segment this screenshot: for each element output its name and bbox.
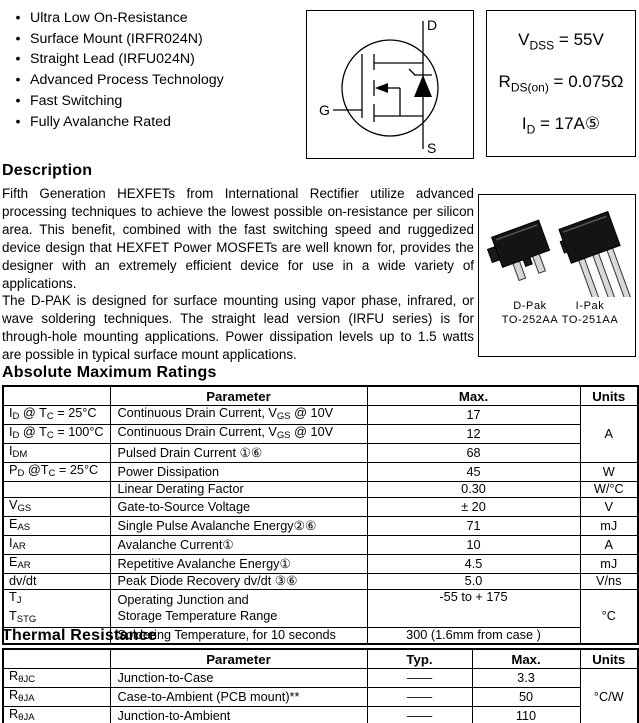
max-cell: -55 to + 175: [367, 590, 580, 628]
description-heading: Description: [2, 162, 93, 179]
dpak-code-label: TO-252AA: [501, 314, 559, 326]
arrowhead-icon: [375, 83, 388, 93]
feature-label: Fully Avalanche Rated: [30, 113, 171, 130]
parameter-cell: Junction-to-Ambient: [110, 707, 367, 723]
ipak-drawing: [556, 212, 635, 297]
max-cell: 110: [472, 707, 580, 723]
table-row: [3, 463, 638, 482]
units-cell: A: [580, 536, 638, 555]
max-cell: 17: [367, 406, 580, 425]
symbol-cell: [3, 590, 110, 628]
max-cell: 12: [367, 425, 580, 444]
feature-label: Fast Switching: [30, 92, 123, 109]
ipak-code-label: TO-251AA: [561, 314, 619, 326]
parameter-cell: Avalanche Current①: [110, 536, 367, 555]
bullet-icon: •: [15, 10, 21, 26]
max-header: Max.: [472, 649, 580, 669]
parameter-cell: Power Dissipation: [110, 463, 367, 482]
max-cell: 300 (1.6mm from case ): [367, 628, 580, 645]
symbol-cell: $I_D$ @ $T_C = 100^\circ C$: [3, 425, 110, 444]
dpak-drawing: [484, 220, 556, 287]
parameter-cell: Repetitive Avalanche Energy①: [110, 555, 367, 574]
parameter-cell: [110, 590, 367, 628]
units-cell: V: [580, 498, 638, 517]
abs-max-heading: Absolute Maximum Ratings: [2, 364, 217, 381]
typ-cell: ——: [367, 707, 472, 723]
symbol-cell: [3, 482, 110, 498]
max-cell: ± 20: [367, 498, 580, 517]
units-cell: °C/W: [580, 669, 638, 723]
feature-label: Advanced Process Technology: [30, 72, 224, 89]
units-cell: W/°C: [580, 482, 638, 498]
parameter-cell: Continuous Drain Current, $V_{GS}$ @ 10V: [110, 425, 367, 444]
parameter-cell: Peak Diode Recovery dv/dt ③⑥: [110, 574, 367, 590]
max-cell: 4.5: [367, 555, 580, 574]
mosfet-symbol-icon: [307, 11, 473, 158]
tj-symbol: $T_J$: [9, 590, 22, 606]
symbol-cell: $R_{\theta JA}$: [3, 688, 110, 707]
source-label: S: [427, 140, 437, 156]
typ-header: Typ.: [367, 649, 472, 669]
table-row: [3, 536, 638, 555]
feature-item: [6, 49, 306, 70]
parameter-cell: Single Pulse Avalanche Energy②⑥: [110, 517, 367, 536]
parameter-cell: Gate-to-Source Voltage: [110, 498, 367, 517]
units-cell: A: [580, 406, 638, 463]
mosfet-symbol-box: [306, 10, 474, 159]
max-header: Max.: [367, 386, 580, 406]
symbol-cell: $R_{\theta JC}$: [3, 669, 110, 688]
bullet-icon: •: [15, 30, 21, 47]
feature-label: Straight Lead (IRFU024N): [30, 51, 195, 68]
table-row: [3, 482, 638, 498]
bullet-icon: •: [15, 51, 21, 68]
dpak-name-label: D-Pak: [513, 300, 547, 312]
parameter-line: Operating Junction and: [117, 593, 249, 607]
max-cell: 0.30: [367, 482, 580, 498]
table-row: [3, 707, 638, 723]
feature-item: [6, 70, 306, 91]
symbol-header: [3, 386, 110, 406]
symbol-cell: $I_{AR}$: [3, 536, 110, 555]
symbol-cell: $V_{GS}$: [3, 498, 110, 517]
feature-item: [6, 8, 306, 29]
max-cell: 50: [472, 688, 580, 707]
typ-cell: ——: [367, 669, 472, 688]
description-paragraph-2: The D-PAK is designed for surface mounting using vapor phase, infrared, or wave soldering techniques. The straight lead version (IRFU series) is for through-hole mounting applications. Power dissipation levels up to 1.5 watts are possible in typical surface mount applications.: [2, 293, 474, 362]
units-cell: V/ns: [580, 574, 638, 590]
body-diode-icon: [414, 75, 432, 97]
max-cell: 5.0: [367, 574, 580, 590]
table-header-row: [3, 649, 638, 669]
symbol-cell: $E_{AR}$: [3, 555, 110, 574]
thermal-heading: Thermal Resistance: [2, 627, 157, 644]
package-box: [478, 194, 636, 357]
parameter-header: Parameter: [110, 649, 367, 669]
units-cell: mJ: [580, 555, 638, 574]
feature-item: [6, 112, 306, 133]
max-cell: 68: [367, 444, 580, 463]
typ-cell: ——: [367, 688, 472, 707]
units-header: Units: [580, 649, 638, 669]
max-cell: 10: [367, 536, 580, 555]
feature-item: [6, 91, 306, 112]
units-cell: mJ: [580, 517, 638, 536]
max-cell: 71: [367, 517, 580, 536]
table-row: [3, 425, 638, 444]
symbol-cell: $I_{DM}$: [3, 444, 110, 463]
table-row: [3, 555, 638, 574]
parameter-line: Storage Temperature Range: [117, 608, 278, 623]
id-spec: $I_D$ = 17A⑤: [521, 114, 601, 137]
parameter-cell: Continuous Drain Current, $V_{GS}$ @ 10V: [110, 406, 367, 425]
max-cell: 3.3: [472, 669, 580, 688]
table-header-row: [3, 386, 638, 406]
symbol-cell: dv/dt: [3, 574, 110, 590]
bullet-icon: •: [15, 92, 21, 109]
table-row: [3, 590, 638, 628]
key-specs-box: [486, 10, 636, 157]
symbol-header: [3, 649, 110, 669]
rdson-spec: $R_{DS(on)} = 0.075\Omega$: [498, 72, 624, 95]
gate-label: G: [319, 102, 330, 118]
table-row: [3, 444, 638, 463]
features-list: [6, 8, 306, 132]
table-row: [3, 406, 638, 425]
units-cell: W: [580, 463, 638, 482]
feature-label: Ultra Low On-Resistance: [30, 10, 188, 26]
symbol-cell: $E_{AS}$: [3, 517, 110, 536]
table-row: [3, 517, 638, 536]
symbol-cell: $I_D$ @ $T_C = 25^\circ C$: [3, 406, 110, 425]
symbol-cell: $R_{\theta JA}$: [3, 707, 110, 723]
thermal-table: [2, 648, 639, 723]
units-header: Units: [580, 386, 638, 406]
parameter-cell: Soldering Temperature, for 10 seconds: [110, 628, 367, 645]
abs-max-table: [2, 385, 639, 645]
parameter-header: Parameter: [110, 386, 367, 406]
symbol-cell: $P_D$ $@T_C = 25^\circ C$: [3, 463, 110, 482]
ipak-label: [545, 299, 635, 327]
table-row: [3, 669, 638, 688]
bullet-icon: •: [15, 72, 21, 89]
parameter-cell: Junction-to-Case: [110, 669, 367, 688]
table-row: [3, 498, 638, 517]
tstg-symbol: $T_{STG}$: [9, 608, 37, 625]
bullet-icon: •: [15, 113, 21, 130]
table-row: [3, 574, 638, 590]
parameter-cell: Linear Derating Factor: [110, 482, 367, 498]
feature-label: Surface Mount (IRFR024N): [30, 30, 203, 47]
package-drawings: [479, 195, 635, 297]
parameter-cell: Case-to-Ambient (PCB mount)**: [110, 688, 367, 707]
max-cell: 45: [367, 463, 580, 482]
units-cell: °C: [580, 590, 638, 645]
description-paragraph-1: Fifth Generation HEXFETs from International Rectifier utilize advanced processing techniques to achieve the lowest possible on-resistance per silicon area. This benefit, combined with the fast switching speed and ruggedized device design that HEXFET Power MOSFETs are well known for, provides the designer with an extremely efficient device for use in a wide variety of applications.: [2, 186, 474, 291]
parameter-cell: Pulsed Drain Current ①⑥: [110, 444, 367, 463]
drain-label: D: [427, 17, 438, 33]
table-row: [3, 688, 638, 707]
feature-item: [6, 29, 306, 50]
ipak-name-label: I-Pak: [575, 300, 605, 312]
vdss-spec: $V_{DSS} = 55V$: [518, 30, 604, 53]
